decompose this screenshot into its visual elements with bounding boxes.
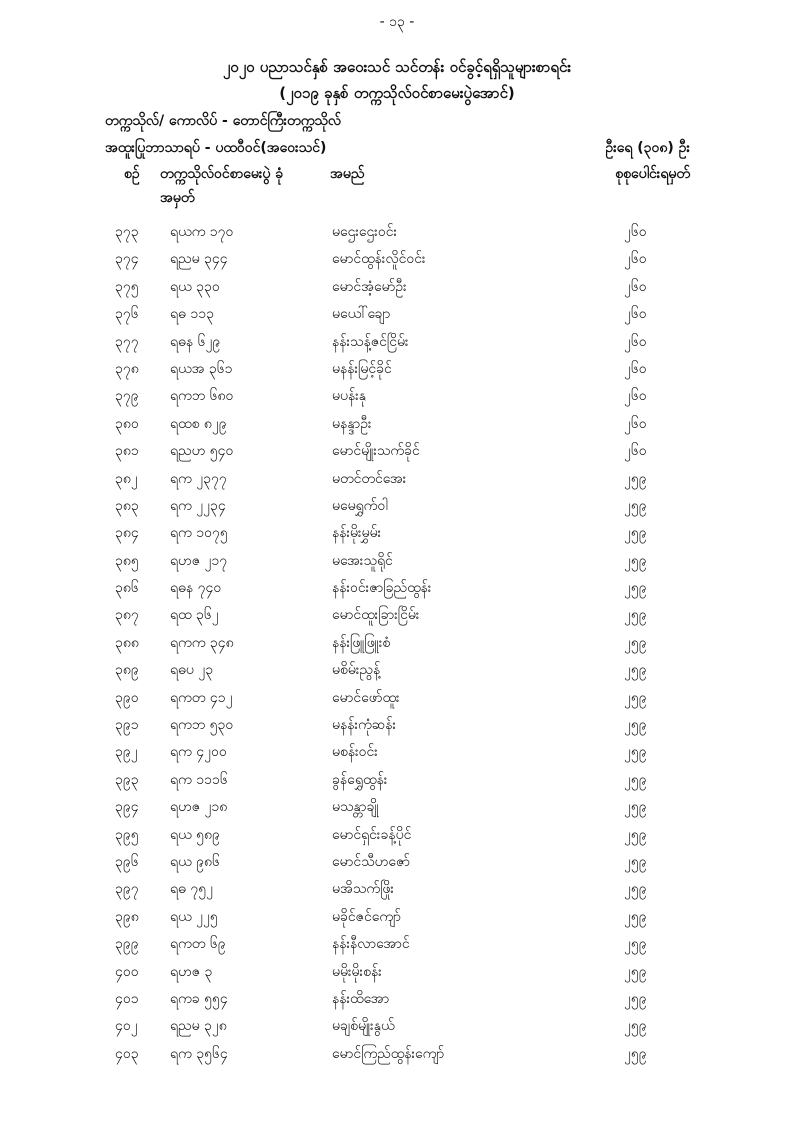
row-number: ၃၇၇ (115, 333, 139, 350)
roll-number: ရဓန ၇၄၀ (170, 580, 222, 597)
document-subtitle: (၂၀၁၉ ခုနှစ် တက္ကသိုလ်ဝင်စာမေးပွဲအောင်) (279, 84, 515, 102)
table-row (0, 770, 794, 797)
table-row (0, 249, 794, 276)
roll-number: ရယအ ၃၆၁ (170, 360, 233, 377)
roll-number: ရက ၁၁၁၆ (170, 771, 228, 788)
roll-number: ရကခ ၅၅၄ (170, 990, 228, 1007)
row-number: ၄၀၃ (115, 1045, 139, 1062)
document-title: ၂၀၂၀ ပညာသင်နှစ် အဝေးသင် သင်တန်း ဝင်ခွင့်ရရှိသူများစာရင်း (222, 58, 572, 76)
roll-number: ရကဘ ၆၈၀ (170, 388, 234, 405)
student-name: မပန်းနု (332, 388, 367, 405)
row-number: ၃၇၆ (115, 306, 139, 323)
student-name: မောင်ကြည်ထွန်းကျော် (332, 1045, 445, 1062)
row-number: ၃၉၁ (115, 717, 139, 734)
roll-number: ရကက ၃၄၈ (170, 634, 234, 651)
table-row (0, 715, 794, 742)
student-name: မယေါ်ချော (332, 306, 391, 323)
total-score: ၂၅၉ (624, 826, 647, 843)
total-score: ၂၅၉ (624, 1045, 647, 1062)
row-number: ၃၈၁ (115, 443, 139, 460)
row-number: ၃၇၄ (115, 251, 139, 268)
student-name: မစန်းဝင်း (332, 744, 378, 761)
student-name: မောင်သီဟဇော် (332, 853, 411, 870)
total-score: ၂၅၉ (624, 525, 647, 542)
roll-number: ရကတ ၄၁၂ (170, 689, 233, 706)
roll-number: ရယ ၉၈၆ (170, 853, 220, 870)
row-number: ၃၉၆ (115, 853, 139, 870)
student-name: မသန္တာချို (332, 799, 379, 816)
student-count: ဦးရေ (၃၀၈) ဦး (605, 140, 690, 156)
row-number: ၄၀၀ (115, 963, 139, 980)
roll-number: ရဓပ ၂၃ (170, 662, 214, 679)
table-row (0, 496, 794, 523)
student-name: မနန္ဒာဦး (332, 415, 372, 432)
table-row (0, 332, 794, 359)
roll-number: ရက ၃၅၆၄ (170, 1045, 228, 1062)
total-score: ၂၅၉ (624, 963, 647, 980)
roll-number: ရညမ ၃၂၈ (170, 1018, 227, 1035)
student-name: မောင်ရှင်းခန့်ပိုင် (332, 826, 412, 843)
student-name: မအိသက်ဖြိုး (332, 881, 394, 898)
roll-number: ရဓ ၇၅၂ (170, 881, 213, 898)
student-name: မအေးသူရိုင် (332, 552, 393, 569)
table-row (0, 386, 794, 413)
row-number: ၃၉၄ (115, 799, 139, 816)
table-row (0, 222, 794, 249)
student-name: မဌေးဌေးဝင်း (332, 224, 398, 240)
row-number: ၃၉၀ (115, 689, 139, 706)
student-name: မခိုင်ဇင်ကျော် (332, 908, 402, 925)
total-score: ၂၅၉ (624, 744, 647, 761)
table-row (0, 962, 794, 989)
student-name: မောင်ထူးခြားငြိမ်း (332, 607, 420, 624)
table-row (0, 825, 794, 852)
row-number: ၃၈၂ (115, 470, 138, 487)
total-score: ၂၅၉ (624, 470, 647, 487)
row-number: ၃၈၉ (115, 662, 139, 679)
roll-number: ရကဘ ၅၃၀ (170, 717, 234, 734)
total-score: ၂၅၉ (624, 580, 647, 597)
table-row (0, 605, 794, 632)
page-number: - ၁၃ - (379, 14, 415, 30)
table-row (0, 797, 794, 824)
total-score: ၂၅၉ (624, 799, 647, 816)
roll-number: ရယက ၁၇၀ (170, 224, 234, 240)
total-score: ၂၅၉ (624, 689, 647, 706)
row-number: ၃၈၀ (115, 415, 139, 432)
roll-number: ရယ ၂၂၅ (170, 908, 218, 925)
table-row (0, 688, 794, 715)
total-score: ၂၅၉ (624, 990, 647, 1007)
column-header-no: စဉ် (124, 166, 140, 182)
row-number: ၃၇၉ (115, 388, 139, 405)
student-name: မချစ်မျိုးနွယ် (332, 1018, 395, 1035)
table-row (0, 660, 794, 687)
roll-number: ရယ ၃၃၀ (170, 278, 220, 295)
table-row (0, 414, 794, 441)
row-number: ၃၉၉ (115, 936, 139, 953)
total-score: ၂၅၉ (624, 1018, 647, 1035)
row-number: ၃၈၆ (115, 580, 139, 597)
row-number: ၃၉၇ (115, 881, 139, 898)
row-number: ၃၇၃ (115, 224, 139, 240)
student-name: နန်းနီလာအောင် (332, 936, 410, 953)
column-header-score: စုစုပေါင်းရမှတ် (615, 166, 690, 182)
roll-number: ရဟဇ ၂၁၈ (170, 799, 228, 816)
student-name: နန်းမိုးမွှမ်း (332, 525, 382, 542)
student-list (0, 222, 794, 1071)
table-row (0, 277, 794, 304)
roll-number: ရထစ ၈၂၉ (170, 415, 227, 432)
total-score: ၂၅၉ (624, 717, 647, 734)
total-score: ၂၆၀ (624, 251, 647, 268)
table-row (0, 359, 794, 386)
row-number: ၃၉၂ (115, 744, 138, 761)
row-number: ၃၉၈ (115, 908, 139, 925)
total-score: ၂၆၀ (624, 333, 647, 350)
table-row (0, 1016, 794, 1043)
table-row (0, 551, 794, 578)
roll-number: ရယ ၅၈၉ (170, 826, 220, 843)
student-name: မောင်ဖော်ထူး (332, 689, 400, 706)
total-score: ၂၆၀ (624, 360, 647, 377)
student-name: မနန်းကုံဆန်း (332, 717, 397, 734)
table-row (0, 852, 794, 879)
row-number: ၃၉၃ (115, 771, 139, 788)
roll-number: ရဓန ၆၂၉ (170, 333, 221, 350)
total-score: ၂၆၀ (624, 443, 647, 460)
student-name: နန်းထိအော (332, 990, 390, 1007)
student-name: နန်းသန့်ဇင်ငြိမ်း (332, 333, 409, 350)
roll-number: ရထ ၃၆၂ (170, 607, 219, 624)
student-name: မမေရွှက်ဝါ (332, 497, 388, 514)
table-row (0, 633, 794, 660)
total-score: ၂၅၉ (624, 771, 647, 788)
roll-number: ရကတ ၆၉ (170, 936, 226, 953)
row-number: ၃၈၈ (115, 634, 139, 651)
table-row (0, 907, 794, 934)
table-row (0, 578, 794, 605)
student-name: ခွန်ရွှေထွန်း (332, 771, 388, 788)
total-score: ၂၆၀ (624, 388, 647, 405)
roll-number: ရက ၄၂၀၀ (170, 744, 227, 761)
roll-number: ရက ၂၂၃၄ (170, 497, 226, 514)
total-score: ၂၅၉ (624, 881, 647, 898)
student-name: မစိမ်းညွန့် (332, 662, 381, 679)
column-header-name: အမည် (330, 166, 365, 182)
row-number: ၃၇၅ (115, 278, 139, 295)
total-score: ၂၆၀ (624, 306, 647, 323)
row-number: ၃၇၈ (115, 360, 139, 377)
roll-number: ရက ၁၀၇၅ (170, 525, 228, 542)
table-row (0, 1044, 794, 1071)
row-number: ၃၈၅ (115, 552, 139, 569)
student-name: မောင်ထွန်းလိူင်ဝင်း (332, 251, 426, 268)
total-score: ၂၅၉ (624, 936, 647, 953)
table-row (0, 304, 794, 331)
row-number: ၄၀၂ (115, 1018, 138, 1035)
row-number: ၃၈၃ (115, 497, 139, 514)
total-score: ၂၅၉ (624, 552, 647, 569)
university-line: တက္ကသိုလ်/ ကောလိပ် - တောင်ကြီးတက္ကသိုလ် (105, 113, 342, 129)
column-header-roll: တက္ကသိုလ်ဝင်စာမေးပွဲ ခုံအမှတ် (160, 166, 284, 206)
total-score: ၂၅၉ (624, 908, 647, 925)
table-row (0, 879, 794, 906)
row-number: ၃၈၇ (115, 607, 139, 624)
total-score: ၂၅၉ (624, 662, 647, 679)
total-score: ၂၅၉ (624, 853, 647, 870)
row-number: ၃၉၅ (115, 826, 139, 843)
roll-number: ရဟဇ ၃ (170, 963, 213, 980)
student-name: မမိုးမိုးစန်း (332, 963, 382, 980)
table-row (0, 934, 794, 961)
roll-number: ရက ၂၃၇၇ (170, 470, 227, 487)
total-score: ၂၅၉ (624, 634, 647, 651)
roll-number: ရညဟ ၅၄၀ (170, 443, 234, 460)
total-score: ၂၆၀ (624, 415, 647, 432)
table-row (0, 523, 794, 550)
student-name: မနန်းမြင့်ခိုင် (332, 360, 392, 377)
roll-number: ရဓ ၁၁၃ (170, 306, 214, 323)
student-name: မောင်အံ့မော်ဦး (332, 278, 407, 295)
total-score: ၂၅၉ (624, 497, 647, 514)
student-name: မတင်တင်အေး (332, 470, 407, 487)
student-name: မောင်မျိုးသက်ခိုင် (332, 443, 420, 460)
total-score: ၂၆၀ (624, 224, 647, 240)
student-name: နန်းဝင်းဇာခြည်ထွန်း (332, 580, 432, 597)
roll-number: ရညမ ၃၄၄ (170, 251, 228, 268)
total-score: ၂၅၉ (624, 607, 647, 624)
roll-number: ရဟဇ ၂၁၇ (170, 552, 228, 569)
table-row (0, 469, 794, 496)
major-line: အထူးပြုဘာသာရပ် - ပထဝီဝင်(အဝေးသင်) (105, 140, 327, 156)
student-name: နန်းဖြူဖြူးစံ (332, 634, 391, 651)
table-row (0, 742, 794, 769)
total-score: ၂၆၀ (624, 278, 647, 295)
table-row (0, 989, 794, 1016)
table-row (0, 441, 794, 468)
row-number: ၄၀၁ (115, 990, 139, 1007)
row-number: ၃၈၄ (115, 525, 139, 542)
